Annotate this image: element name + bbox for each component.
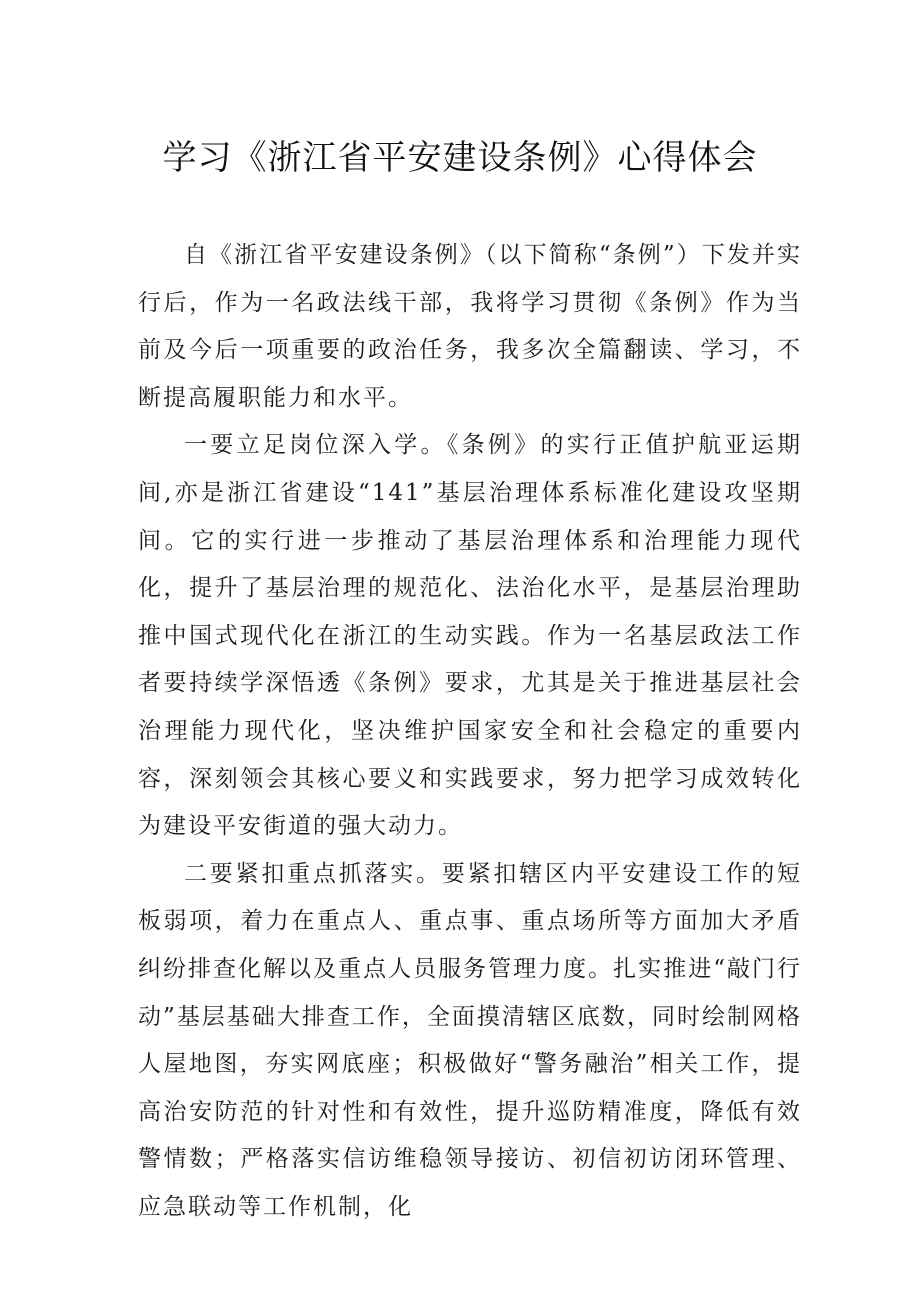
paragraph-intro: 自《浙江省平安建设条例》（以下简称“条例”）下发并实行后，作为一名政法线干部，我将学习贯彻《条例》作为当前及今后一项重要的政治任务，我多次全篇翻读、学习，不断提高履职能力和水平。 — [138, 242, 802, 411]
paragraph-study: 一要立足岗位深入学。《条例》的实行正值护航亚运期间,亦是浙江省建设“141”基层治理体系标准化建设攻坚期间。它的实行进一步推动了基层治理体系和治理能力现代化，提升了基层治理的规范化、法治化水平，是基层治理助推中国式现代化在浙江的生动实践。作为一名基层政法工作者要持续学深悟透《条例》要求，尤其是关于推进基层社会治理能力现代化，坚决维护国家安全和社会稳定的重要内容，深刻领会其核心要义和实践要求，努力把学习成效转化为建设平安街道的强大动力。 — [138, 432, 802, 840]
paragraph-implement: 二要紧扣重点抓落实。要紧扣辖区内平安建设工作的短板弱项，着力在重点人、重点事、重点场所等方面加大矛盾纠纷排查化解以及重点人员服务管理力度。扎实推进“敲门行动”基层基础大排查工作，全面摸清辖区底数，同时绘制网格人屋地图，夯实网底座；积极做好“警务融治”相关工作，提高治安防范的针对性和有效性，提升巡防精准度，降低有效警情数；严格落实信访维稳领导接访、初信初访闭环管理、应急联动等工作机制，化 — [138, 860, 802, 1220]
document-title: 学习《浙江省平安建设条例》心得体会 — [162, 138, 758, 178]
document-body — [138, 232, 802, 1231]
